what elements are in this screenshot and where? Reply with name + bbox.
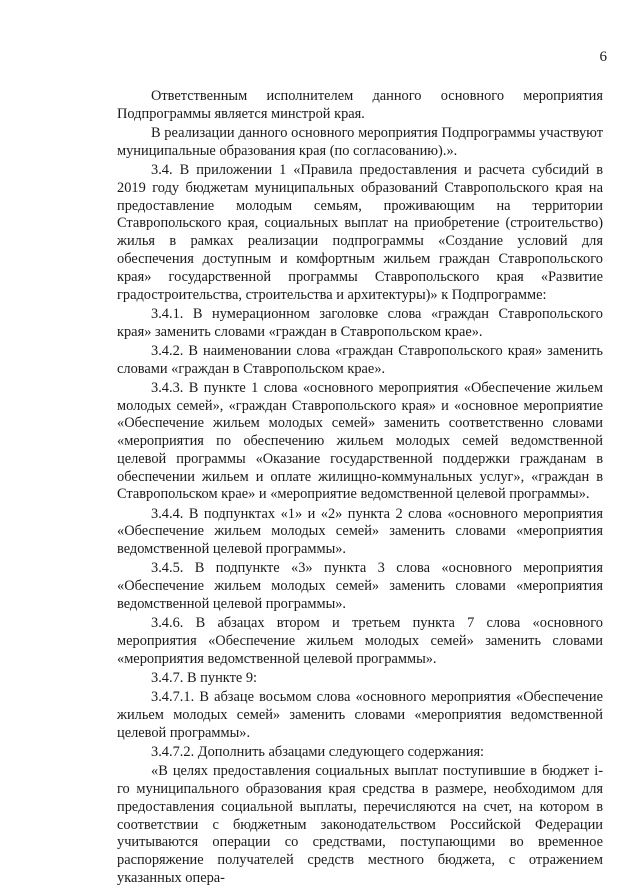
paragraph: 3.4.7.1. В абзаце восьмом слова «основного мероприятия «Обеспечение жильем молодых семей» заменить словами «мероприятия ведомственной целевой программы». xyxy=(117,689,603,741)
paragraph: В реализации данного основного мероприятия Подпрограммы участвуют муниципальные образования края (по согласованию).». xyxy=(117,124,603,159)
paragraph: 3.4.7. В пункте 9: xyxy=(151,670,258,687)
paragraph: 3.4.1. В нумерационном заголовке слова «граждан Ставропольского края» заменить словами «граждан в Ставропольском крае». xyxy=(117,305,603,340)
paragraph: 3.4. В приложении 1 «Правила предоставления и расчета субсидий в 2019 году бюджетам муниципальных образований Ставропольского края на предоставление молодым семьям, проживающим на территории Ставропольского края, социальных выплат на приобретение (строительство) жилья в рамках реализации подпрограммы «Создание условий для обеспечения доступным и комфортным жильем граждан Ставропольского края» государственной программы Ставропольского края «Развитие градостроительства, строительства и архитектуры)» к Подпрограмме: xyxy=(117,161,603,303)
paragraph: 3.4.6. В абзацах втором и третьем пункта 7 слова «основного мероприятия «Обеспечение жильем молодых семей» заменить словами «мероприятия ведомственной целевой программы». xyxy=(117,615,603,667)
paragraph: Ответственным исполнителем данного основного мероприятия Подпрограммы является минстрой края. xyxy=(117,88,603,122)
paragraph: 3.4.3. В пункте 1 слова «основного мероприятия «Обеспечение жильем молодых семей», «граждан Ставропольского края» и «основное мероприятие «Обеспечение жильем молодых семей» заменить соответственно словами «мероприятия по обеспечению жильем молодых семей ведомственной целевой программы «Оказание государственной поддержки гражданам в обеспечении жильем и оплате жилищно-коммунальных услуг», «граждан в Ставропольском крае» и «мероприятие ведомственной целевой программы». xyxy=(117,379,603,503)
paragraph: 3.4.2. В наименовании слова «граждан Ставропольского края» заменить словами «граждан в Ставропольском крае». xyxy=(117,342,603,377)
paragraph: 3.4.4. В подпунктах «1» и «2» пункта 2 слова «основного мероприятия «Обеспечение жильем молодых семей» заменить словами «мероприятия ведомственной целевой программы». xyxy=(117,505,603,558)
paragraph: 3.4.5. В подпункте «3» пункта 3 слова «основного мероприятия «Обеспечение жильем молодых семей» заменить словами «мероприятия ведомственной целевой программы». xyxy=(117,560,603,613)
page-number: 6 xyxy=(599,49,607,65)
document-body xyxy=(117,88,603,889)
paragraph: «В целях предоставления социальных выплат поступившие в бюджет i-го муниципального образования края средства в размере, необходимом для предоставления социальной выплаты, перечисляются на счет, на котором в соответствии с бюджетным законодательством Российской Федерации учитываются операции со средствами, поступающими во временное распоряжение получателей средств местного бюджета, с отражением указанных опера- xyxy=(117,763,603,886)
paragraph: 3.4.7.2. Дополнить абзацами следующего содержания: xyxy=(151,743,485,760)
